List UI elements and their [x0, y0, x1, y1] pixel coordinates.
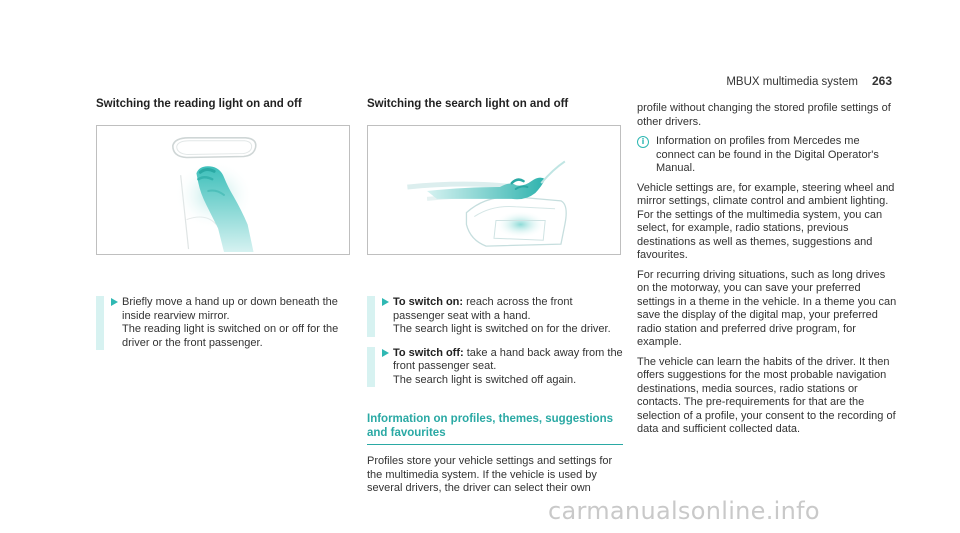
search-light-heading: Switching the search light on and off: [367, 98, 569, 110]
switch-on-result: The search light is switched on for the driver.: [393, 323, 611, 335]
profiles-paragraph-1: profile without changing the stored profile settings of other drivers.: [637, 102, 891, 128]
info-note: [637, 135, 899, 176]
profiles-paragraph-3: For recurring driving situations, such as long drives on the motorway, you can save your preferred settings in a theme in the vehicle. In a theme you can save the display of the digital map, your preferred radio station and preferred drive program, for example.: [637, 268, 897, 348]
instruction-step: [367, 296, 623, 337]
running-head: [726, 74, 892, 88]
column-search-light: [367, 97, 623, 496]
search-light-figure: [367, 125, 621, 255]
switch-off-result: The search light is switched off again.: [393, 373, 577, 386]
watermark: carmanualsonline.info: [548, 497, 820, 525]
column-reading-light: [96, 97, 350, 350]
profiles-paragraph-2: Vehicle settings are, for example, steering wheel and mirror settings, climate control and ambient lighting. For the settings of the multimedia system, you can select, for example, radio stations, previous destinations as well as themes, suggestions and favourites.: [637, 181, 895, 261]
info-note-text: Information on profiles from Mercedes me connect can be found in the Digital Operator's Manual.: [656, 135, 879, 174]
search-light-switch-off: [367, 347, 623, 388]
reading-light-gesture-illustration: [97, 126, 349, 254]
reading-light-figure: [96, 125, 350, 255]
section-title: MBUX multimedia system: [726, 76, 858, 88]
action-arrow-icon: [382, 349, 389, 357]
action-arrow-icon: [382, 298, 389, 306]
search-light-switch-on: [367, 296, 623, 337]
info-icon: i: [637, 136, 649, 148]
switch-off-text: take a hand back away from the front passenger seat.: [393, 346, 623, 372]
instruction-step: [367, 347, 623, 388]
switch-on-label: To switch on:: [393, 296, 464, 308]
switch-on-text: reach across the front passenger seat with a hand.: [393, 296, 573, 322]
reading-light-heading: Switching the reading light on and off: [96, 98, 302, 110]
profiles-heading: Information on profiles, themes, suggestions and favourites: [367, 413, 623, 445]
search-light-gesture-illustration: [368, 126, 620, 254]
instruction-step: [96, 296, 350, 350]
reading-light-result: The reading light is switched on or off for the driver or the front passenger.: [122, 323, 339, 349]
column-profiles-continued: [637, 102, 899, 443]
reading-light-action: Briefly move a hand up or down beneath the inside rearview mirror.: [122, 296, 338, 322]
reading-light-instruction: [96, 296, 350, 350]
switch-off-label: To switch off:: [393, 346, 464, 359]
page-number: 263: [871, 74, 892, 88]
action-arrow-icon: [111, 298, 118, 306]
profiles-intro: Profiles store your vehicle settings and settings for the multimedia system. If the vehicle is used by several drivers, the driver can select their own: [367, 455, 613, 494]
profiles-paragraph-4: The vehicle can learn the habits of the driver. It then offers suggestions for the most probable navigation destinations, media sources, radio stations or contacts. The pre-requirements for that are the selection of a profile, your consent to the recording of data and sufficient collected data.: [637, 355, 896, 435]
